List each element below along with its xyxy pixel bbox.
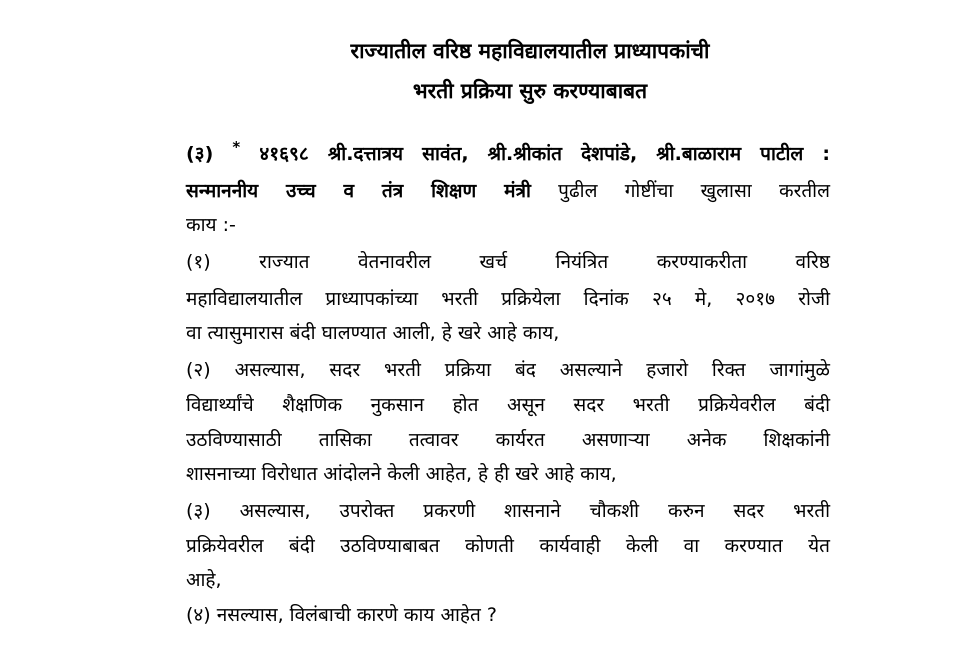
question-line: आहे, <box>186 569 222 591</box>
question-intro <box>186 177 830 205</box>
question-members: ४१६९८ श्री.दत्तात्रय सावंत, श्री.श्रीकांत देशपांडे, श्री.बाळाराम पाटील : <box>259 143 830 165</box>
question-line: उठविण्यासाठी तासिका तत्वावर कार्यरत असणाऱ्या अनेक शिक्षकांनी <box>186 429 830 451</box>
document-title-line-2: भरती प्रक्रिया सुरु करण्याबाबत <box>412 79 648 103</box>
minister-name: सन्माननीय उच्च व तंत्र शिक्षण मंत्री <box>186 180 531 202</box>
question-line: वा त्यासुमारास बंदी घालण्यात आली, हे खरे आहे काय, <box>186 322 560 344</box>
question-intro-end: काय :- <box>186 214 236 236</box>
question-line: प्रक्रियेवरील बंदी उठविण्याबाबत कोणती कार्यवाही केली वा करण्यात येत <box>186 535 830 557</box>
question-line: (४) नसल्यास, विलंबाची कारणे काय आहेत ? <box>186 604 497 626</box>
question-intro-rest: पुढील गोष्टींचा खुलासा करतील <box>558 180 830 202</box>
question-line: (१) राज्यात वेतनावरील खर्च नियंत्रित करण्याकरीता वरिष्ठ <box>186 251 830 273</box>
question-line: (२) असल्यास, सदर भरती प्रक्रिया बंद असल्याने हजारो रिक्त जागांमुळे <box>186 359 830 381</box>
starred-question-marker: * <box>232 138 241 156</box>
question-number: (३) <box>186 143 214 165</box>
question-line: (३) असल्यास, उपरोक्त प्रकरणी शासनाने चौकशी करुन सदर भरती <box>186 500 830 522</box>
question-line: महाविद्यालयातील प्राध्यापकांच्या भरती प्रक्रियेला दिनांक २५ मे, २०१७ रोजी <box>186 288 830 310</box>
question-header <box>186 140 830 169</box>
question-line: विद्यार्थ्यांचे शैक्षणिक नुकसान होत असून सदर भरती प्रक्रियेवरील बंदी <box>186 394 830 416</box>
document-title-line-1: राज्यातील वरिष्ठ महाविद्यालयातील प्राध्यापकांची <box>350 39 710 63</box>
question-line: शासनाच्या विरोधात आंदोलने केली आहेत, हे ही खरे आहे काय, <box>186 463 617 485</box>
